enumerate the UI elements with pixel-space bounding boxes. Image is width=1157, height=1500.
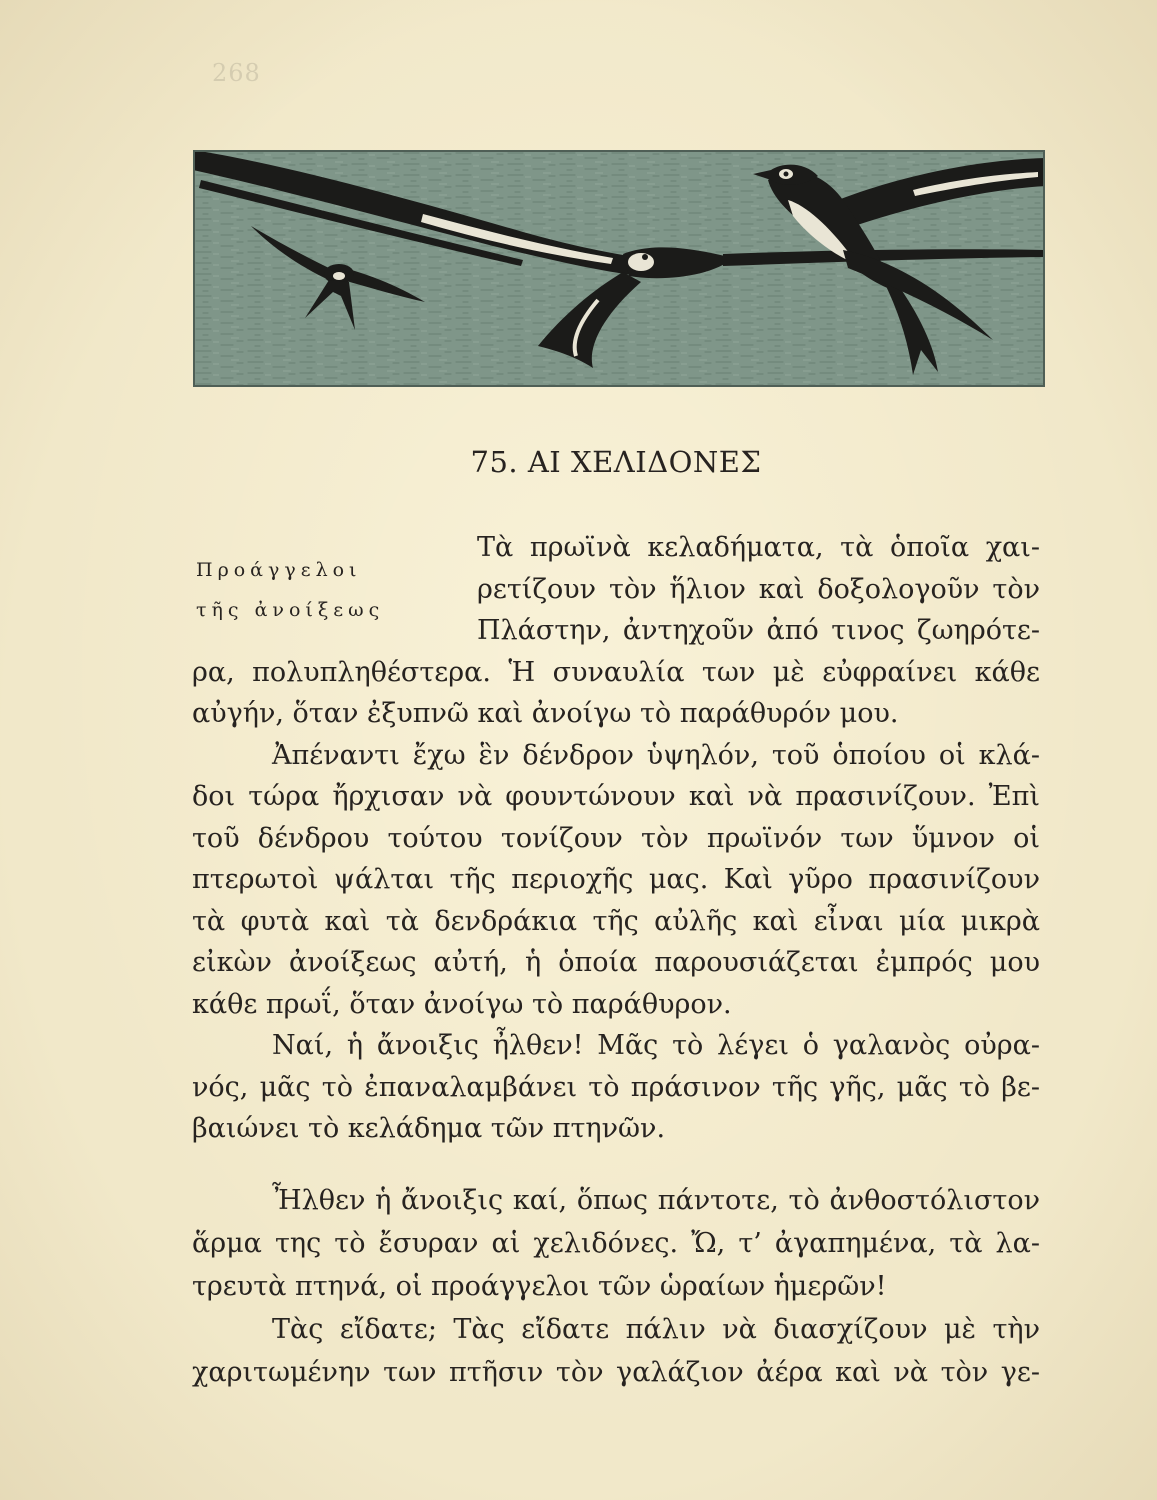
paragraph-5-line-1: Τὰς εἴδατε; Τὰς εἴδατε πάλιν νὰ διασχίζουν μὲ τὴν (272, 1313, 1040, 1345)
paragraph-2-line-1: Ἀπέναντι ἔχω ἓν δένδρον ὑψηλόν, τοῦ ὁποίου οἱ κλά- (272, 739, 1040, 771)
body-text-lower (192, 1179, 1040, 1394)
paragraph-1-line-1: Τὰ πρωϊνὰ κελαδήματα, τὰ ὁποῖα χαι- (477, 532, 1040, 563)
paragraph-3-line-1: Ναί, ἡ ἄνοιξις ἦλθεν! Μᾶς τὸ λέγει ὁ γαλανὸς οὐρα- (272, 1030, 1040, 1061)
paragraph-4-line-2: ἅρμα της τὸ ἔσυραν αἱ χελιδόνες. Ὤ, τ’ ἀγαπημένα, τὰ λα- (192, 1227, 1040, 1259)
paragraph-2-line-7: κάθε πρωΐ, ὅταν ἀνοίγω τὸ παράθυρον. (192, 988, 732, 1020)
page-number: 268 (212, 59, 261, 87)
paragraph-2-line-5: τὰ φυτὰ καὶ τὰ δενδράκια τῆς αὐλῆς καὶ εἶναι μία μικρὰ (192, 905, 1040, 937)
margin-note-line-2: τῆς ἀνοίξεως (196, 599, 385, 621)
paragraph-1-line-5: αὐγήν, ὅταν ἐξυπνῶ καὶ ἀνοίγω τὸ παράθυρόν μου. (192, 698, 899, 729)
paragraph-1-line-2: ρετίζουν τὸν ἥλιον καὶ δοξολογοῦν τὸν (477, 573, 1040, 605)
paragraph-3-line-3: βαιώνει τὸ κελάδημα τῶν πτηνῶν. (192, 1113, 666, 1144)
paragraph-1-line-3: Πλάστην, ἀντηχοῦν ἀπό τινος ζωηρότε- (477, 615, 1040, 646)
paragraph-2-line-6: εἰκὼν ἀνοίξεως αὐτή, ἡ ὁποία παρουσιάζεται ἐμπρός μου (192, 947, 1040, 978)
paragraph-1-line-4: ρα, πολυπληθέστερα. Ἡ συναυλία των μὲ εὐφραίνει κάθε (192, 656, 1040, 688)
paragraph-2-line-2: δοι τώρα ἤρχισαν νὰ φουντώνουν καὶ νὰ πρασινίζουν. Ἐπὶ (192, 781, 1040, 812)
paragraph-4-line-1: Ἦλθεν ἡ ἄνοιξις καί, ὅπως πάντοτε, τὸ ἀνθοστόλιστον (272, 1184, 1040, 1216)
paragraph-4-line-3: τρευτὰ πτηνά, οἱ προάγγελοι τῶν ὡραίων ἡμερῶν! (192, 1270, 887, 1302)
paragraph-5-line-2: χαριτωμένην των πτῆσιν τὸν γαλάζιον ἀέρα καὶ νὰ τὸν γε- (192, 1356, 1040, 1388)
woodcut-plate (193, 150, 1045, 387)
paragraph-2-line-4: πτερωτοὶ ψάλται τῆς περιοχῆς μας. Καὶ γῦρο πρασινίζουν (192, 864, 1040, 895)
swallows-illustration (193, 150, 1045, 387)
margin-note-line-1: Προάγγελοι (196, 559, 362, 581)
body-text-upper (192, 527, 1040, 1150)
chapter-title: 75. ΑΙ ΧΕΛΙΔΟΝΕΣ (470, 445, 762, 479)
paragraph-2-line-3: τοῦ δένδρου τούτου τονίζουν τὸν πρωϊνόν των ὕμνον οἱ (192, 822, 1040, 854)
paragraph-3-line-2: νός, μᾶς τὸ ἐπαναλαμβάνει τὸ πράσινον τῆς γῆς, μᾶς τὸ βε- (192, 1071, 1040, 1103)
